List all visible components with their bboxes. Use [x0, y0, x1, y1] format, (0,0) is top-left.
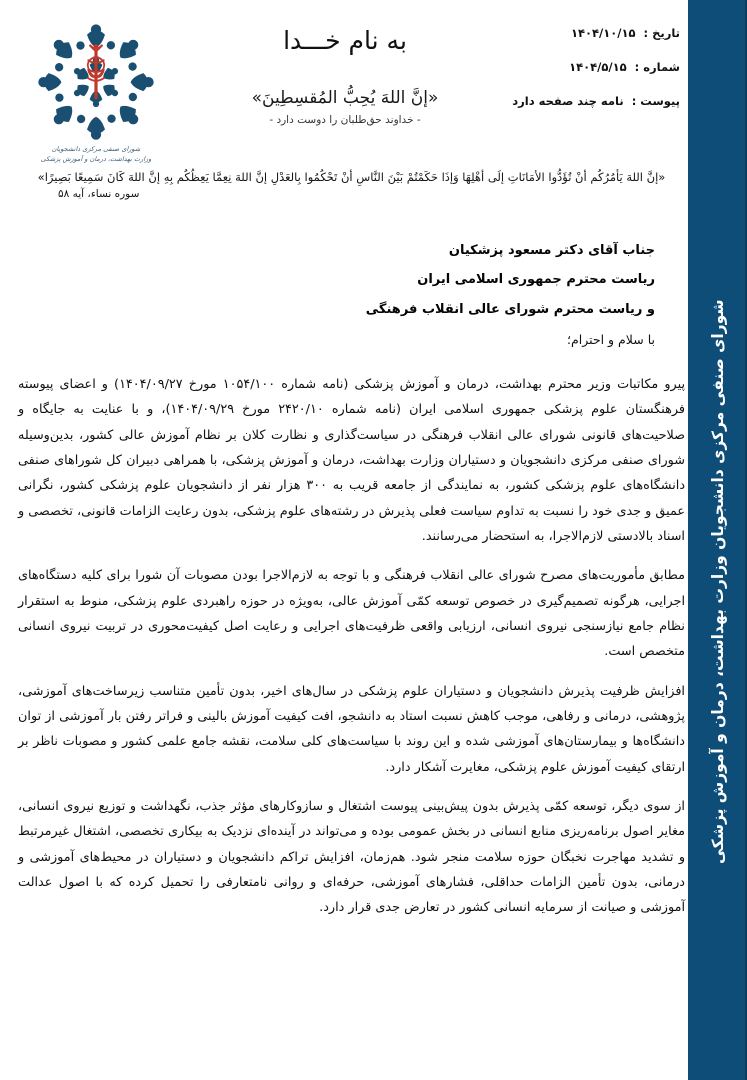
body-paragraph: افزایش ظرفیت پذیرش دانشجویان و دستیاران علوم پزشکی در سال‌های اخیر، بدون تأمین متناسب زیرساخت‌های آموزشی، پژوهشی، درمانی و رفاهی، موجب کاهش نسبت استاد به دانشجو، افت کیفیت آموزش بالینی و فراتر رفتن بار آموزشی از توان دانشگاه‌ها و بیمارستان‌های آموزشی شده و این روند با سیاست‌های کلی سلامت، نقشه جامع علمی کشور و مصوبات ناظر بر ارتقای کیفیت آموزش علوم پزشکی، مغایرت آشکار دارد. — [18, 683, 685, 775]
quran-verse-arabic: «إنَّ اللهَ يَأمُرُكُم أنْ تُؤَدُّوا الأمَانَاتِ إلَى أهْلِهَا وَإذَا حَكَمْتُمْ بَيْنَ النَّاسِ أنْ تَحْكُمُوا بِالعَدْلِ إنَّ اللهَ نِعِمَّا يَعِظُكُم بِهِ إنَّ اللهَ كَانَ سَمِيعًا بَصِيرًا» — [37, 170, 666, 184]
logo-caption-line1: شورای صنفی مرکزی دانشجویان — [51, 145, 141, 153]
logo-caption-line2: وزارت بهداشت، درمان و آموزش پزشکی — [40, 154, 152, 163]
salutation-line: با سلام و احترام؛ — [567, 332, 655, 347]
meta-row-date — [505, 26, 680, 40]
body-paragraph: مطابق مأموریت‌های مصرح شورای عالی انقلاب فرهنگی و با توجه به لازم‌الاجرا بودن مصوبات آن شورا برای کلیه دستگاه‌های اجرایی، هرگونه تصمیم‌گیری در خصوص توسعه کمّی آموزش عالی، به‌ویژه در حوزه راهبردی علوم پزشکی، منوط به استقرار نظام جامع نیازسنجی نیروی انسانی، ارزیابی واقعی ظرفیت‌های اجرایی و رعایت اصل کیفیت‌محوری در تربیت نیروی انسانی متخصص است. — [18, 568, 685, 660]
quran-verse-block — [18, 168, 685, 200]
meta-row-number — [505, 60, 680, 74]
short-verse-translation: - خداوند حق‌طلبان را دوست دارد - — [269, 114, 421, 126]
attachment-value: نامه چند صفحه دارد — [512, 94, 624, 108]
besmele-heading: به نام خـــدا — [283, 26, 407, 55]
attachment-label: پیوست : — [631, 94, 680, 108]
letter-body — [18, 372, 685, 921]
quran-verse-source: سوره نساء، آیه ۵۸ — [58, 188, 140, 201]
addressee-line-1: جناب آقای دکتر مسعود پزشکیان — [448, 243, 655, 258]
body-paragraph: پیرو مکاتبات وزیر محترم بهداشت، درمان و آموزش پزشکی (نامه شماره ۱۰۵۴/۱۰۰ مورخ ۱۴۰۴/۰۹/۲۷) و اعضای پیوسته فرهنگستان علوم پزشکی جمهوری اسلامی ایران (نامه شماره ۲۴۲۰/۱۰ مورخ ۱۴۰۴/۰۹/۲۹)، و با عنایت به جایگاه و صلاحیت‌های قانونی شورای عالی انقلاب فرهنگی در سیاست‌گذاری و نظارت کلان بر نظام آموزش عالی کشور، بدین‌وسیله شورای صنفی مرکزی دانشجویان و دستیاران وزارت بهداشت، درمان و آموزش پزشکی، با همراهی دبیران کل شوراهای صنفی دانشگاه‌های علوم پزشکی کشور، به نمایندگی از جامعه قریب به ۳۰۰ هزار نفر از دانشجویان علوم پزشکی کشور، نگرانی عمیق و جدی خود را نسبت به تداوم سیاست فعلی پذیرش در رشته‌های علوم پزشکی، بدون رعایت الزامات قانونی، تخصصی و اسناد بالادستی لازم‌الاجرا، به استحضار می‌رسانند. — [18, 377, 686, 544]
short-verse-arabic: «إنَّ اللهَ يُحِبُّ المُقسِطِينَ» — [251, 88, 439, 108]
addressee-line-3: و ریاست محترم شورای عالی انقلاب فرهنگی — [365, 301, 655, 317]
body-paragraph: از سوی دیگر، توسعه کمّی پذیرش بدون پیش‌بینی پیوست اشتغال و سازوکارهای مؤثر جذب، نگهداشت و توزیع نیروی انسانی، مغایر اصول برنامه‌ریزی منابع انسانی در بخش عمومی بوده و می‌تواند در آینده‌ای نزدیک به بیکاری تخصصی، اشتغال غیرمرتبط و تشدید مهاجرت نخبگان حوزه سلامت منجر شود. هم‌زمان، افزایش تراکم دانشجویان و دستیاران در محیط‌های آموزشی و درمانی، بدون تأمین الزامات حداقلی، فشارهای آموزشی، حرفه‌ای و روانی نامتعارفی را تحمیل کرده که با اصول عدالت آموزشی و صیانت از سرمایه انسانی کشور در تعارض جدی قرار دارد. — [18, 798, 685, 916]
addressee-block — [366, 236, 655, 324]
logo-caption — [22, 145, 170, 165]
date-label: تاریخ : — [643, 26, 680, 40]
addressee-line-2: ریاست محترم جمهوری اسلامی ایران — [417, 272, 655, 288]
date-value: ۱۴۰۴/۱۰/۱۵ — [570, 26, 636, 40]
meta-row-attachment — [505, 94, 680, 108]
letter-meta-fields — [505, 26, 680, 128]
sidebar-organization-name: شورای صنفی مرکزی دانشجویان وزارت بهداشت، درمان و آموزش پزشکی — [709, 299, 727, 865]
number-value: ۱۴۰۴/۵/۱۵ — [569, 60, 627, 74]
number-label: شماره : — [634, 60, 680, 74]
